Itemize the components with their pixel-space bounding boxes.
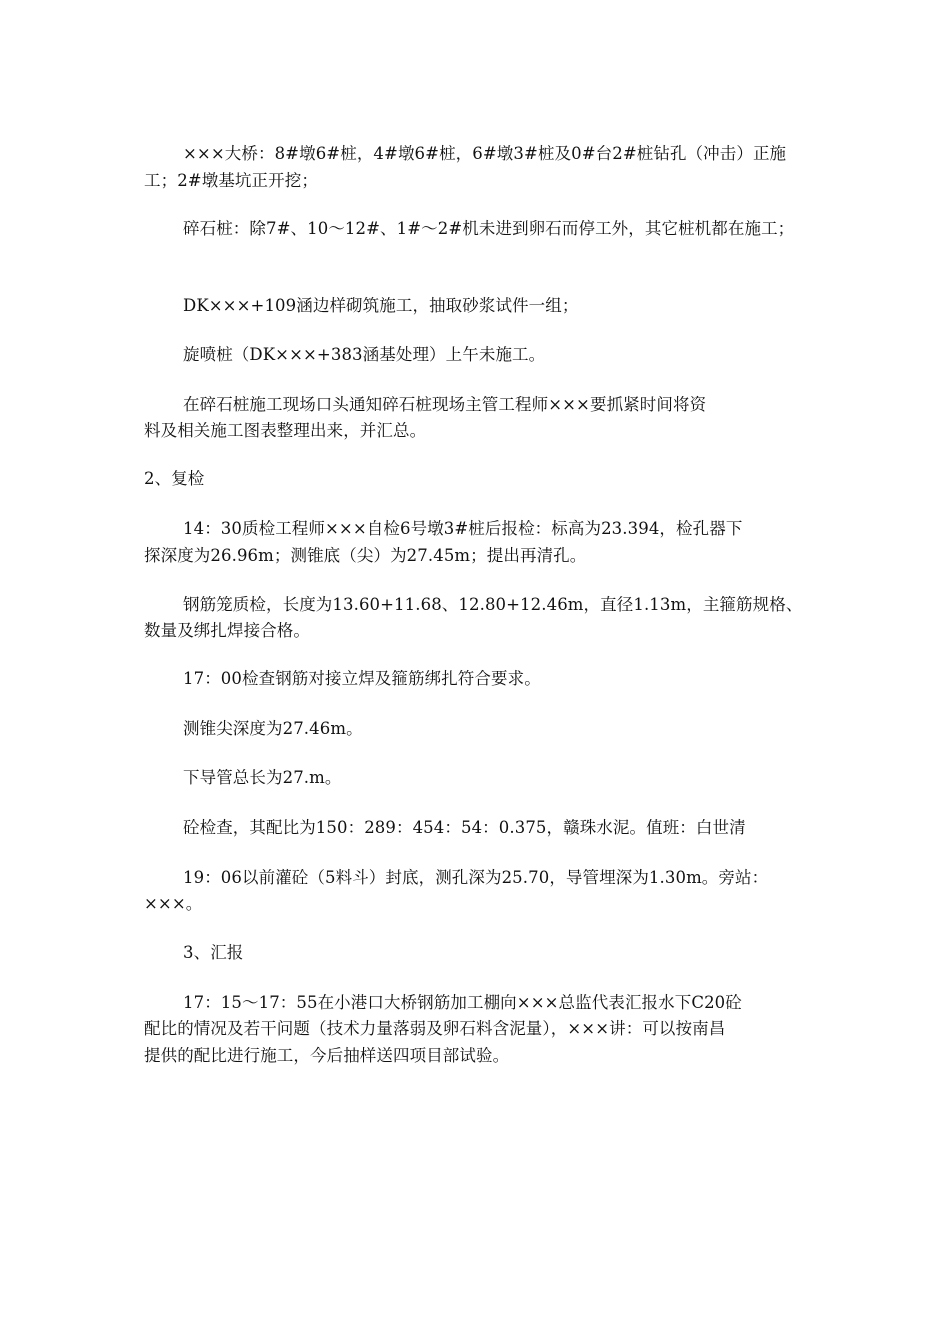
text-line: ×××。 <box>144 894 203 913</box>
text-line: 钢筋笼质检，长度为13.60+11.68、12.80+12.46m，直径1.13m，主箍筋规格、 <box>183 595 803 614</box>
section-heading: 2、复检 <box>144 469 205 488</box>
text-line: 提供的配比进行施工，今后抽样送四项目部试验。 <box>144 1046 510 1065</box>
section-heading: 3、汇报 <box>183 943 244 962</box>
text-line: 探深度为26.96m；测锥底（尖）为27.45m；提出再清孔。 <box>144 546 587 565</box>
text-line: 17：00检查钢筋对接立焊及箍筋绑扎符合要求。 <box>183 669 541 688</box>
text-line: 碎石桩：除7#、10～12#、1#～2#机未进到卵石而停工外，其它桩机都在施工； <box>183 219 795 238</box>
text-line: 砼检查，其配比为150：289：454：54：0.375，赣珠水泥。值班：白世清 <box>183 818 746 837</box>
text-line: DK×××+109涵边样砌筑施工，抽取砂浆试件一组； <box>183 296 579 315</box>
text-line: 配比的情况及若干问题（技术力量落弱及卵石料含泥量），×××讲：可以按南昌 <box>144 1019 726 1038</box>
text-line: 工；2#墩基坑正开挖； <box>144 171 318 190</box>
text-line: 在碎石桩施工现场口头通知碎石桩现场主管工程师×××要抓紧时间将资 <box>183 395 707 414</box>
text-line: ×××大桥：8#墩6#桩，4#墩6#桩，6#墩3#桩及0#台2#桩钻孔（冲击）正施 <box>183 144 787 163</box>
text-line: 测锥尖深度为27.46m。 <box>183 719 363 738</box>
text-line: 旋喷桩（DK×××+383涵基处理）上午未施工。 <box>183 345 546 364</box>
text-line: 下导管总长为27.m。 <box>183 768 342 787</box>
text-line: 17：15～17：55在小港口大桥钢筋加工棚向×××总监代表汇报水下C20砼 <box>183 993 742 1012</box>
text-line: 数量及绑扎焊接合格。 <box>144 621 310 640</box>
text-line: 19：06以前灌砼（5料斗）封底，测孔深为25.70，导管埋深为1.30m。旁站： <box>183 868 769 887</box>
text-line: 料及相关施工图表整理出来，并汇总。 <box>144 421 427 440</box>
text-line: 14：30质检工程师×××自检6号墩3#桩后报检：标高为23.394，检孔器下 <box>183 519 743 538</box>
